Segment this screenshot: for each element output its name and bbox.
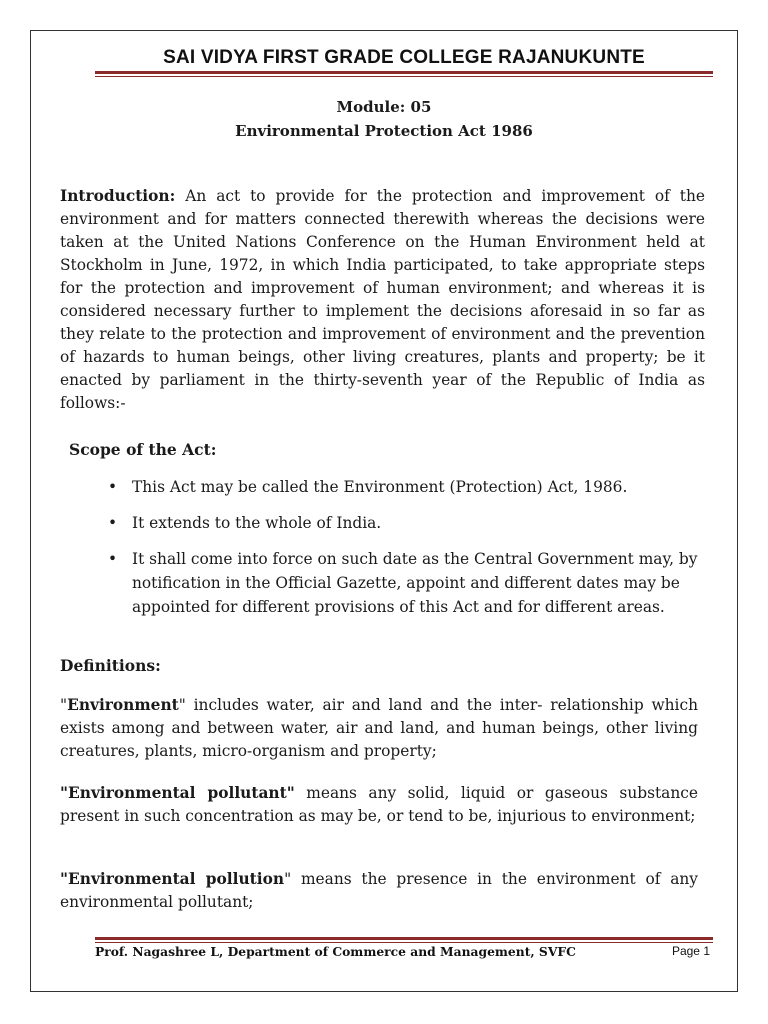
open-quote: " <box>60 784 69 802</box>
definition-environment <box>60 694 698 763</box>
definition-text: means the presence in the environment of any environmental pollutant; <box>60 870 698 911</box>
bullet-icon: • <box>108 550 118 568</box>
introduction-label: Introduction: <box>60 187 176 205</box>
definition-pollutant <box>60 782 698 828</box>
definition-term: Environment <box>67 696 179 714</box>
list-item <box>108 475 698 499</box>
list-item <box>108 511 698 535</box>
bullet-icon: • <box>108 514 118 532</box>
introduction-paragraph <box>60 185 705 415</box>
scope-item-text: It extends to the whole of India. <box>132 514 382 532</box>
bullet-icon: • <box>108 478 118 496</box>
scope-item-text: This Act may be called the Environment (Protection) Act, 1986. <box>132 478 628 496</box>
footer-author: Prof. Nagashree L, Department of Commerce and Management, SVFC <box>95 944 576 959</box>
page-number: Page 1 <box>671 944 710 958</box>
close-quote: " <box>178 696 186 714</box>
definition-pollution <box>60 868 698 914</box>
definition-text: means any solid, liquid or gaseous substance present in such concentration as may be, or tend to be, injurious to environment; <box>60 784 698 825</box>
header-rule <box>95 71 713 77</box>
open-quote: " <box>60 696 68 714</box>
scope-heading: Scope of the Act: <box>69 440 217 459</box>
scope-item-text: It shall come into force on such date as the Central Government may, by notification in the Official Gazette, appoint and different dates may be appointed for different provisions of this Act and for different areas. <box>132 550 698 616</box>
definition-term: Environmental pollutant <box>68 784 287 802</box>
definition-term: Environmental pollution <box>68 870 285 888</box>
definition-text: includes water, air and land and the inter- relationship which exists among and between water, air and land, and human beings, other living creatures, plants, micro-organism and property; <box>60 696 698 760</box>
module-number: Module: 05 <box>336 98 432 116</box>
module-heading <box>60 95 708 143</box>
definitions-heading: Definitions: <box>60 656 161 675</box>
close-quote: " <box>286 784 295 802</box>
close-quote: " <box>284 870 292 888</box>
module-title: Environmental Protection Act 1986 <box>235 122 533 140</box>
footer-rule <box>95 937 713 943</box>
scope-list <box>108 475 698 631</box>
list-item <box>108 547 698 619</box>
open-quote: " <box>60 870 69 888</box>
college-title: SAI VIDYA FIRST GRADE COLLEGE RAJANUKUNTE <box>163 47 645 68</box>
introduction-text: An act to provide for the protection and improvement of the environment and for matters connected therewith whereas the decisions were taken at the United Nations Conference on the Human Environment held at Stockholm in June, 1972, in which India participated, to take appropriate steps for the protection and improvement of human environment; and whereas it is considered necessary further to implement the decisions aforesaid in so far as they relate to the protection and improvement of environment and the prevention of hazards to human beings, other living creatures, plants and property; be it enacted by parliament in the thirty-seventh year of the Republic of India as follows:- <box>60 187 705 412</box>
